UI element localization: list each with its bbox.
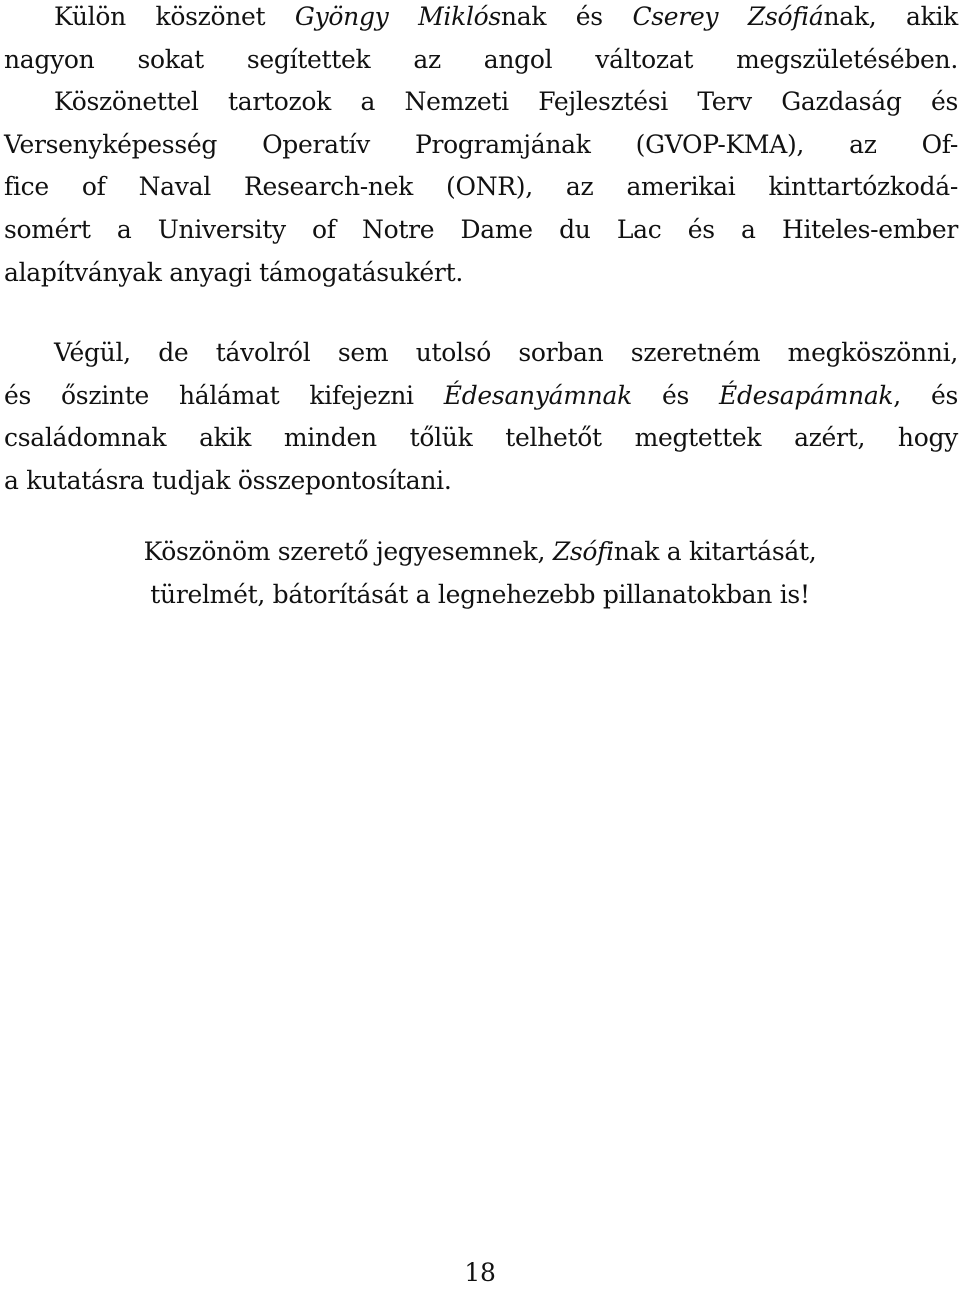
person-name: Gyöngy Miklós: [294, 2, 501, 31]
text-run: és őszinte hálámat kifejezni: [4, 380, 444, 410]
text-line: alapítványak anyagi támogatásukért.: [4, 257, 463, 287]
text-line: családomnak akik minden tőlük telhetőt megtettek azért, hogy: [4, 423, 958, 453]
text-line: Köszönettel tartozok a Nemzeti Fejlesztési Terv Gazdaság és: [54, 87, 958, 117]
text-run: és: [631, 380, 720, 410]
text-line: Versenyképesség Operatív Programjának (GVOP-KMA), az Of-: [4, 129, 958, 159]
person-name: Cserey Zsófiá: [632, 2, 824, 31]
emphasized-word: Édesanyámnak: [443, 380, 632, 410]
paragraph-thanks-colleagues-funding: [4, 0, 958, 294]
paragraph-thanks-parents: [4, 332, 958, 502]
text-run: nak, akik: [823, 2, 958, 31]
text-line: [4, 375, 958, 418]
text-run: Külön köszönet: [54, 2, 295, 31]
text-run: , és: [893, 380, 958, 410]
text-run: Köszönöm szerető jegyesemnek,: [143, 537, 553, 566]
emphasized-word: Édesapámnak: [719, 380, 894, 410]
person-name: Zsófi: [552, 537, 614, 566]
text-line: Végül, de távolról sem utolsó sorban szeretném megköszönni,: [54, 338, 958, 367]
text-line: fice of Naval Research-nek (ONR), az amerikai kinttartózkodá-: [4, 172, 958, 202]
text-run: nak és: [500, 2, 633, 31]
text-line: türelmét, bátorítását a legnehezebb pillanatokban is!: [150, 579, 810, 609]
text-line: a kutatásra tudjak összepontosítani.: [4, 465, 452, 495]
text-line: [0, 531, 960, 574]
page-number: 18: [464, 1258, 496, 1287]
text-line: nagyon sokat segítettek az angol változat megszületésében.: [4, 44, 958, 74]
paragraph-thanks-fiancee: [0, 531, 960, 616]
text-line: somért a University of Notre Dame du Lac és a Hiteles-ember: [4, 214, 958, 244]
text-line: [4, 0, 958, 39]
text-run: nak a kitartását,: [613, 537, 817, 566]
